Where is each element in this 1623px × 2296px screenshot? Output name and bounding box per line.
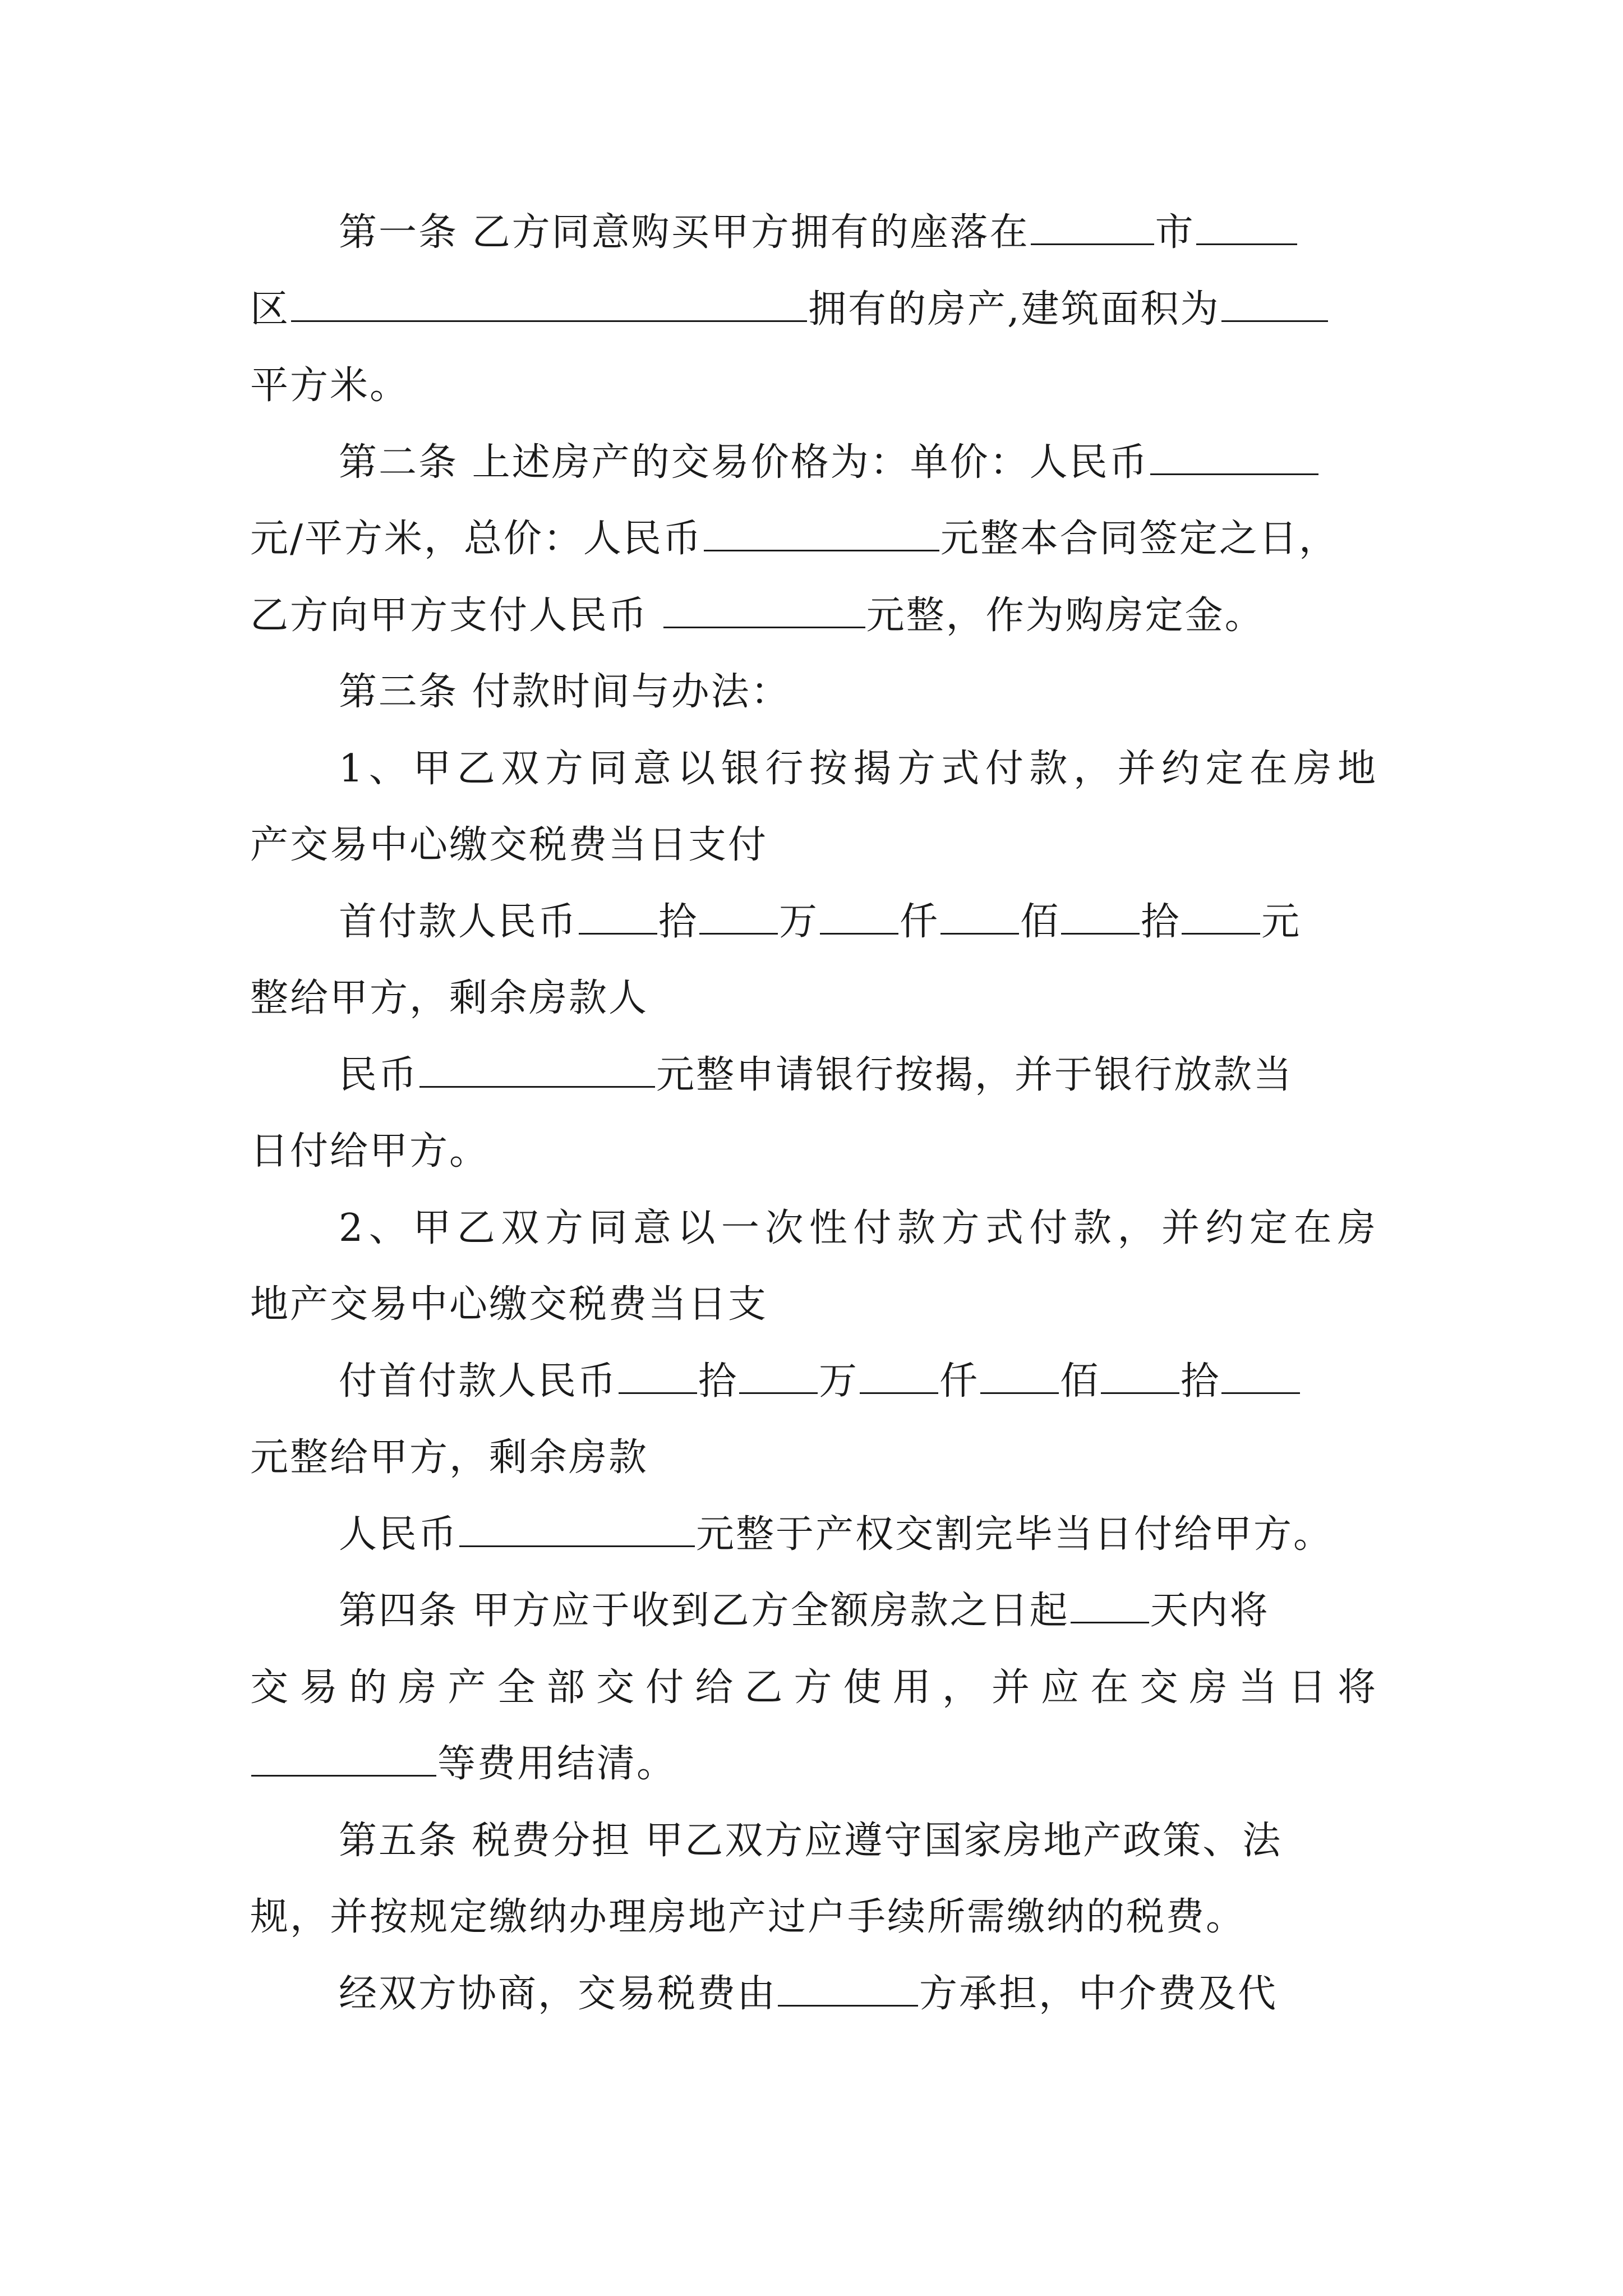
line-text: 付首付款人民币 <box>339 1359 618 1404</box>
line-text: 区 <box>250 287 291 332</box>
line-text: 拾 <box>1181 1359 1221 1404</box>
text-line <box>250 582 1265 650</box>
fill-in-blank[interactable] <box>704 516 939 551</box>
line-text: 1、甲乙双方同意以银行按揭方式付款，并约定在房地 <box>339 747 1377 791</box>
line-text: 元/平方米，总价：人民币 <box>250 517 703 561</box>
text-line <box>339 1807 1282 1875</box>
text-line <box>339 1577 1270 1645</box>
text-line <box>250 965 648 1032</box>
line-text: 拥有的房产,建筑面积为 <box>808 287 1220 332</box>
text-line <box>250 352 409 420</box>
fill-in-blank[interactable] <box>739 1359 818 1394</box>
line-text: 仟 <box>900 900 940 944</box>
text-line <box>339 1348 1301 1415</box>
line-text: 佰 <box>1060 1359 1100 1404</box>
line-text: 人民币 <box>339 1512 459 1557</box>
fill-in-blank[interactable] <box>579 899 657 935</box>
line-text: 第三条 付款时间与办法： <box>339 670 791 714</box>
text-line <box>339 199 1298 266</box>
line-text: 拾 <box>1141 900 1181 944</box>
text-line <box>339 1042 1293 1109</box>
line-text: 整给甲方，剩余房款人 <box>250 976 649 1020</box>
text-line <box>339 429 1320 496</box>
line-text: 日付给甲方。 <box>250 1129 490 1174</box>
line-text: 乙方向甲方支付人民币 <box>250 593 662 638</box>
text-line <box>250 1271 768 1338</box>
fill-in-blank[interactable] <box>980 1359 1059 1394</box>
line-text: 第二条 上述房产的交易价格为：单价：人民币 <box>339 440 1149 485</box>
fill-in-blank[interactable] <box>1182 899 1260 935</box>
line-text: 市 <box>1155 210 1195 255</box>
text-line <box>339 735 1377 803</box>
line-text: 元 <box>1261 900 1302 944</box>
text-line <box>250 812 768 879</box>
line-text: 第四条 甲方应于收到乙方全额房款之日起 <box>339 1589 1069 1633</box>
fill-in-blank[interactable] <box>419 1052 655 1088</box>
text-line <box>339 1961 1278 2028</box>
line-text: 交易的房产全部交付给乙方使用，并应在交房当日将 <box>250 1665 1377 1710</box>
fill-in-blank[interactable] <box>1061 899 1140 935</box>
text-line <box>250 1654 1377 1722</box>
fill-in-blank[interactable] <box>1101 1359 1179 1394</box>
text-line <box>250 1424 648 1492</box>
line-text: 规，并按规定缴纳办理房地产过户手续所需缴纳的税费。 <box>250 1895 1246 1939</box>
fill-in-blank[interactable] <box>1031 210 1154 245</box>
fill-in-blank[interactable] <box>1150 440 1318 475</box>
fill-in-blank[interactable] <box>1196 210 1297 245</box>
fill-in-blank[interactable] <box>699 899 778 935</box>
text-line <box>250 1731 676 1798</box>
line-text: 元整给甲方，剩余房款 <box>250 1435 649 1480</box>
line-text: 民币 <box>339 1053 419 1097</box>
line-text: 2、甲乙双方同意以一次性付款方式付款，并约定在房 <box>339 1206 1377 1250</box>
line-text: 方承担，中介费及代 <box>919 1972 1278 2016</box>
text-line <box>250 505 1339 573</box>
line-text: 平方米。 <box>250 364 410 408</box>
line-text: 元整，作为购房定金。 <box>866 593 1265 638</box>
fill-in-blank[interactable] <box>860 1359 938 1394</box>
fill-in-blank[interactable] <box>291 287 807 322</box>
text-line <box>339 1501 1333 1568</box>
line-text: 元整本合同签定之日， <box>940 517 1339 561</box>
fill-in-blank[interactable] <box>663 593 865 628</box>
fill-in-blank[interactable] <box>1221 1359 1300 1394</box>
text-line <box>339 659 791 726</box>
line-text: 元整于产权交割完毕当日付给甲方。 <box>696 1512 1334 1557</box>
text-line <box>339 889 1301 956</box>
fill-in-blank[interactable] <box>619 1359 697 1394</box>
fill-in-blank[interactable] <box>778 1971 918 2007</box>
text-line <box>250 1884 1246 1951</box>
line-text: 等费用结清。 <box>437 1742 677 1786</box>
line-text: 仟 <box>939 1359 980 1404</box>
line-text: 第五条 税费分担 甲乙双方应遵守国家房地产政策、法 <box>339 1819 1283 1863</box>
line-text: 经双方协商，交易税费由 <box>339 1972 777 2016</box>
fill-in-blank[interactable] <box>459 1512 695 1547</box>
text-line <box>250 1118 489 1185</box>
line-text: 地产交易中心缴交税费当日支 <box>250 1282 768 1327</box>
line-text: 万 <box>779 900 819 944</box>
line-text: 天内将 <box>1150 1589 1270 1633</box>
text-line <box>339 1195 1377 1262</box>
line-text: 佰 <box>1020 900 1061 944</box>
line-text: 第一条 乙方同意购买甲方拥有的座落在 <box>339 210 1030 255</box>
line-text: 首付款人民币 <box>339 900 578 944</box>
fill-in-blank[interactable] <box>940 899 1019 935</box>
fill-in-blank[interactable] <box>251 1741 436 1777</box>
line-text: 拾 <box>658 900 699 944</box>
line-text: 元整申请银行按揭，并于银行放款当 <box>656 1053 1294 1097</box>
line-text: 产交易中心缴交税费当日支付 <box>250 823 768 867</box>
line-text: 拾 <box>698 1359 739 1404</box>
fill-in-blank[interactable] <box>820 899 898 935</box>
fill-in-blank[interactable] <box>1221 287 1328 322</box>
fill-in-blank[interactable] <box>1071 1588 1149 1623</box>
text-line <box>250 276 1329 343</box>
line-text: 万 <box>819 1359 859 1404</box>
